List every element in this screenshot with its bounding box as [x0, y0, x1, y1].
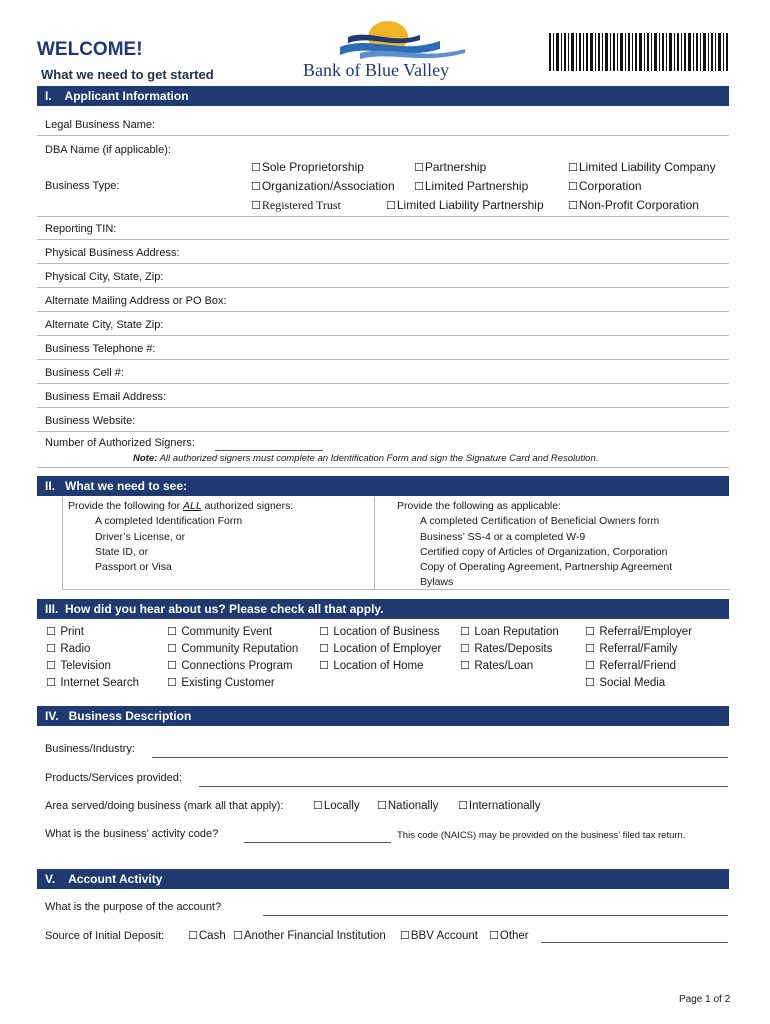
- welcome-heading: WELCOME!: [37, 39, 143, 60]
- alternate-city-label: Alternate City, State Zip:: [45, 319, 164, 331]
- naics-note: This code (NAICS) may be provided on the business’ filed tax return.: [397, 830, 686, 841]
- signers-note: Note: All authorized signers must complete an Identification Form and sign the Signature Card and Resolution.: [133, 453, 599, 464]
- checkbox-print[interactable]: ☐ Print: [46, 625, 85, 638]
- checkbox-nationally[interactable]: ☐Nationally: [377, 799, 439, 812]
- applicable-docs-heading: Provide the following as applicable:: [397, 500, 562, 512]
- dba-name-row[interactable]: [37, 136, 729, 160]
- section-applicant-information: I. Applicant Information: [37, 86, 729, 106]
- logo-sun-waves-icon: [300, 15, 500, 63]
- checkbox-icon: ☐: [167, 676, 181, 689]
- checkbox-organization-association[interactable]: ☐Organization/Association: [251, 179, 395, 193]
- checkbox-sole-proprietorship[interactable]: ☐Sole Proprietorship: [251, 160, 364, 174]
- products-field[interactable]: [199, 773, 728, 787]
- checkbox-internationally[interactable]: ☐Internationally: [458, 799, 541, 812]
- reporting-tin-label: Reporting TIN:: [45, 223, 117, 235]
- checkbox-referral-employer[interactable]: ☐ Referral/Employer: [585, 625, 693, 638]
- checkbox-referral-friend[interactable]: ☐ Referral/Friend: [585, 659, 677, 672]
- products-label: Products/Services provided:: [45, 772, 182, 784]
- industry-field[interactable]: [152, 744, 728, 758]
- checkbox-icon: ☐: [585, 676, 599, 689]
- business-email-label: Business Email Address:: [45, 391, 167, 403]
- legal-business-name-label: Legal Business Name:: [45, 119, 156, 131]
- section-how-did-you-hear: III. How did you hear about us? Please check all that apply.: [37, 599, 729, 619]
- checkbox-icon: ☐: [460, 642, 474, 655]
- physical-city-row[interactable]: [37, 264, 729, 288]
- checkbox-non-profit[interactable]: ☐Non-Profit Corporation: [568, 198, 699, 212]
- checkbox-icon: ☐: [400, 929, 410, 942]
- physical-address-label: Physical Business Address:: [45, 247, 180, 259]
- checkbox-icon: ☐: [489, 929, 499, 942]
- checkbox-rates-deposits[interactable]: ☐ Rates/Deposits: [460, 642, 553, 655]
- checkbox-icon: ☐: [414, 161, 424, 174]
- checkbox-icon: ☐: [585, 625, 599, 638]
- checkbox-icon: ☐: [46, 659, 60, 672]
- doc-item: A completed Certification of Beneficial Owners form: [420, 515, 660, 527]
- section-account-activity: V. Account Activity: [37, 869, 729, 889]
- barcode: [549, 33, 728, 71]
- alternate-city-row[interactable]: [37, 312, 729, 336]
- checkbox-other[interactable]: ☐Other: [489, 929, 529, 942]
- doc-item: Passport or Visa: [95, 561, 172, 573]
- checkbox-registered-trust[interactable]: ☐Registered Trust: [251, 198, 341, 212]
- doc-item: Bylaws: [420, 576, 454, 588]
- checkbox-connections-program[interactable]: ☐ Connections Program: [167, 659, 293, 672]
- physical-address-row[interactable]: [37, 240, 729, 264]
- page-number: Page 1 of 2: [679, 994, 731, 1005]
- reporting-tin-row[interactable]: [37, 216, 729, 240]
- checkbox-internet-search[interactable]: ☐ Internet Search: [46, 676, 139, 689]
- checkbox-icon: ☐: [585, 659, 599, 672]
- checkbox-icon: ☐: [568, 180, 578, 193]
- checkbox-locally[interactable]: ☐Locally: [313, 799, 360, 812]
- checkbox-rates-loan[interactable]: ☐ Rates/Loan: [460, 659, 534, 672]
- authorized-signers-field[interactable]: [215, 439, 323, 451]
- signers-docs-heading: Provide the following for ALL authorized signers:: [68, 500, 294, 512]
- account-purpose-field[interactable]: [263, 902, 728, 916]
- activity-code-field[interactable]: [244, 829, 391, 843]
- divider: [374, 497, 375, 590]
- checkbox-icon: ☐: [458, 799, 468, 812]
- industry-label: Business/Industry:: [45, 743, 135, 755]
- legal-business-name-row[interactable]: [37, 112, 729, 136]
- checkbox-icon: ☐: [46, 625, 60, 638]
- source-deposit-label: Source of Initial Deposit:: [45, 930, 165, 942]
- checkbox-limited-partnership[interactable]: ☐Limited Partnership: [414, 179, 529, 193]
- checkbox-icon: ☐: [251, 180, 261, 193]
- checkbox-icon: ☐: [167, 659, 181, 672]
- alternate-address-row[interactable]: [37, 288, 729, 312]
- business-email-row[interactable]: [37, 384, 729, 408]
- checkbox-llp[interactable]: ☐Limited Liability Partnership: [386, 198, 544, 212]
- business-cell-row[interactable]: [37, 360, 729, 384]
- checkbox-television[interactable]: ☐ Television: [46, 659, 111, 672]
- checkbox-referral-family[interactable]: ☐ Referral/Family: [585, 642, 678, 655]
- checkbox-icon: ☐: [460, 625, 474, 638]
- doc-item: Driver’s License, or: [95, 531, 186, 543]
- checkbox-radio[interactable]: ☐ Radio: [46, 642, 91, 655]
- checkbox-icon: ☐: [568, 161, 578, 174]
- business-website-label: Business Website:: [45, 415, 136, 427]
- checkbox-icon: ☐: [568, 199, 578, 212]
- section-business-description: IV. Business Description: [37, 706, 729, 726]
- checkbox-icon: ☐: [377, 799, 387, 812]
- checkbox-loan-reputation[interactable]: ☐ Loan Reputation: [460, 625, 559, 638]
- checkbox-partnership[interactable]: ☐Partnership: [414, 160, 487, 174]
- divider: [62, 497, 63, 590]
- checkbox-icon: ☐: [313, 799, 323, 812]
- doc-item: Business’ SS-4 or a completed W-9: [420, 531, 586, 543]
- other-source-field[interactable]: [541, 929, 728, 943]
- checkbox-bbv-account[interactable]: ☐BBV Account: [400, 929, 478, 942]
- logo-text: Bank of Blue Valley: [303, 60, 450, 80]
- checkbox-icon: ☐: [233, 929, 243, 942]
- checkbox-location-of-business[interactable]: ☐ Location of Business: [319, 625, 440, 638]
- business-telephone-row[interactable]: [37, 336, 729, 360]
- checkbox-icon: ☐: [585, 642, 599, 655]
- checkbox-icon: ☐: [460, 659, 474, 672]
- checkbox-social-media[interactable]: ☐ Social Media: [585, 676, 666, 689]
- checkbox-icon: ☐: [46, 676, 60, 689]
- dba-name-label: DBA Name (if applicable):: [45, 144, 171, 156]
- checkbox-icon: ☐: [319, 625, 333, 638]
- checkbox-icon: ☐: [319, 659, 333, 672]
- checkbox-icon: ☐: [251, 199, 261, 212]
- checkbox-icon: ☐: [46, 642, 60, 655]
- doc-item: A completed Identification Form: [95, 515, 243, 527]
- checkbox-community-event[interactable]: ☐ Community Event: [167, 625, 273, 638]
- doc-item: Copy of Operating Agreement, Partnership Agreement: [420, 561, 673, 573]
- checkbox-icon: ☐: [167, 642, 181, 655]
- bank-logo: [300, 15, 500, 85]
- checkbox-icon: ☐: [167, 625, 181, 638]
- checkbox-icon: ☐: [319, 642, 333, 655]
- authorized-signers-label: Number of Authorized Signers:: [45, 437, 195, 449]
- business-type-label: Business Type:: [45, 180, 120, 192]
- doc-item: Certified copy of Articles of Organization, Corporation: [420, 546, 668, 558]
- area-served-label: Area served/doing business (mark all that apply):: [45, 800, 284, 812]
- checkbox-cash[interactable]: ☐Cash: [188, 929, 226, 942]
- section-what-we-need: II. What we need to see:: [37, 476, 729, 496]
- checkbox-icon: ☐: [251, 161, 261, 174]
- divider: [37, 467, 729, 468]
- checkbox-another-financial-institution[interactable]: ☐Another Financial Institution: [233, 929, 386, 942]
- checkbox-icon: ☐: [414, 180, 424, 193]
- business-cell-label: Business Cell #:: [45, 367, 124, 379]
- business-telephone-label: Business Telephone #:: [45, 343, 156, 355]
- checkbox-location-of-employer[interactable]: ☐ Location of Employer: [319, 642, 442, 655]
- subtitle: What we need to get started: [41, 67, 214, 82]
- business-website-row[interactable]: [37, 408, 729, 432]
- checkbox-community-reputation[interactable]: ☐ Community Reputation: [167, 642, 299, 655]
- alternate-address-label: Alternate Mailing Address or PO Box:: [45, 295, 227, 307]
- doc-item: State ID, or: [95, 546, 149, 558]
- account-purpose-label: What is the purpose of the account?: [45, 901, 222, 913]
- checkbox-location-of-home[interactable]: ☐ Location of Home: [319, 659, 424, 672]
- checkbox-existing-customer[interactable]: ☐ Existing Customer: [167, 676, 275, 689]
- checkbox-icon: ☐: [188, 929, 198, 942]
- activity-code-label: What is the business’ activity code?: [45, 828, 219, 840]
- physical-city-label: Physical City, State, Zip:: [45, 271, 164, 283]
- checkbox-corporation[interactable]: ☐Corporation: [568, 179, 642, 193]
- checkbox-icon: ☐: [386, 199, 396, 212]
- checkbox-llc[interactable]: ☐Limited Liability Company: [568, 160, 716, 174]
